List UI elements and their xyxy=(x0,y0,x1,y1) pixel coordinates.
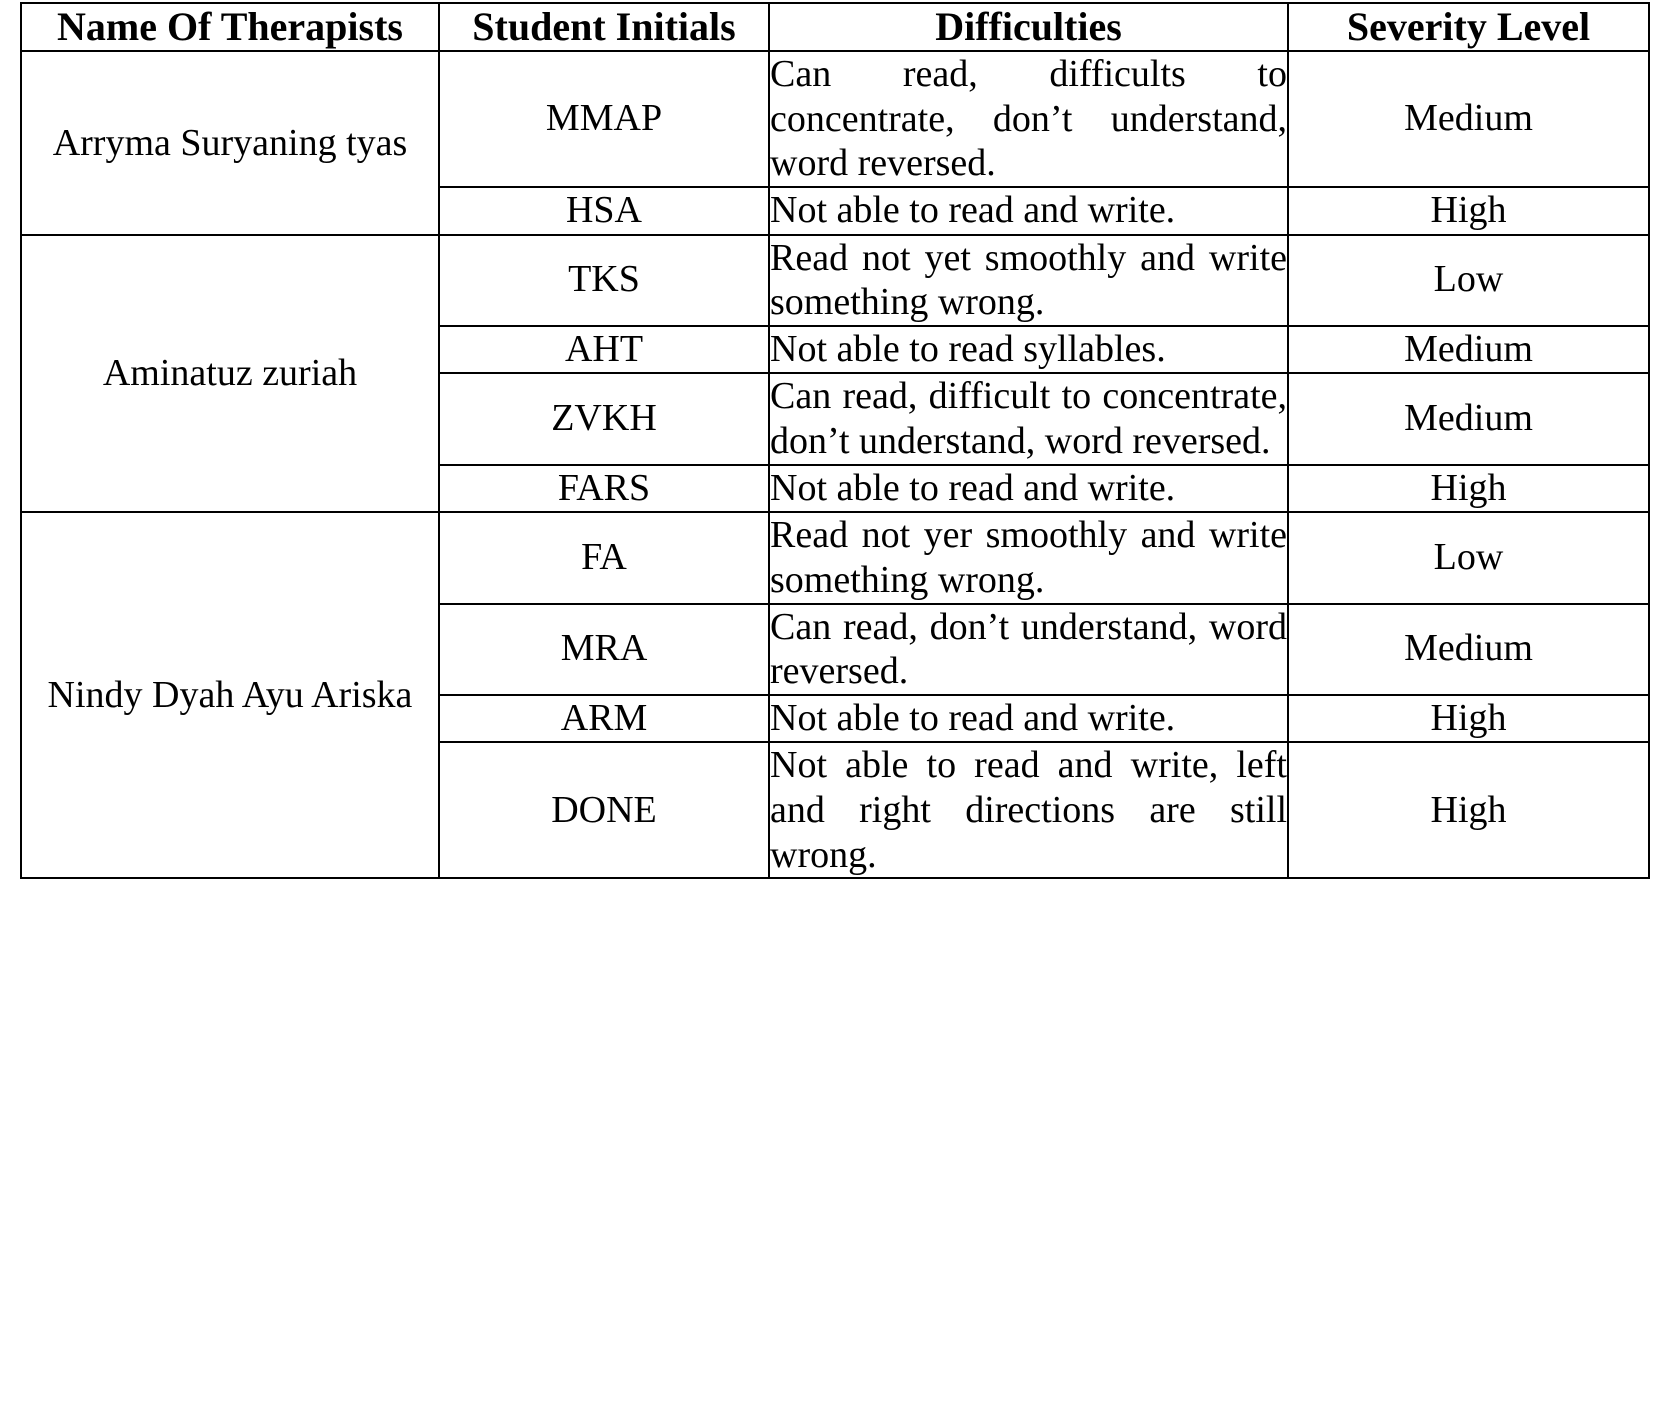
difficulties-text: Can read, difficults to concentrate, don’t understand, word reversed. xyxy=(770,53,1287,185)
difficulties-cell xyxy=(769,187,1288,235)
severity-level-cell: High xyxy=(1288,742,1649,878)
therapist-name-cell xyxy=(21,51,439,235)
student-initials-cell: MRA xyxy=(439,604,769,695)
student-initials-cell: ARM xyxy=(439,695,769,743)
severity-level-cell: Medium xyxy=(1288,326,1649,374)
table-row xyxy=(21,51,1649,187)
difficulties-cell xyxy=(769,326,1288,374)
difficulties-text: Can read, difficult to concentrate, don’t understand, word reversed. xyxy=(770,375,1287,463)
table-header-row xyxy=(21,3,1649,51)
difficulties-text: Not able to read and write. xyxy=(770,697,1176,740)
therapist-name: Nindy Dyah Ayu Ariska xyxy=(47,674,413,717)
student-initials-cell: FARS xyxy=(439,465,769,513)
student-initials-cell: FA xyxy=(439,512,769,603)
difficulties-cell xyxy=(769,373,1288,464)
severity-level-cell: Low xyxy=(1288,235,1649,326)
severity-level-cell: Low xyxy=(1288,512,1649,603)
table-row xyxy=(21,512,1649,603)
difficulties-cell xyxy=(769,742,1288,878)
therapist-name-cell xyxy=(21,512,439,878)
severity-level-cell: Medium xyxy=(1288,604,1649,695)
student-initials-cell: AHT xyxy=(439,326,769,374)
severity-level-cell: Medium xyxy=(1288,373,1649,464)
difficulties-cell xyxy=(769,512,1288,603)
difficulties-cell xyxy=(769,604,1288,695)
column-header-severity: Severity Level xyxy=(1288,3,1649,51)
student-initials-cell: TKS xyxy=(439,235,769,326)
severity-level-cell: High xyxy=(1288,465,1649,513)
difficulties-text: Not able to read and write. xyxy=(770,189,1176,232)
therapist-name-cell xyxy=(21,235,439,513)
table-header xyxy=(21,3,1649,51)
student-initials-cell: HSA xyxy=(439,187,769,235)
difficulties-cell xyxy=(769,235,1288,326)
difficulties-text: Not able to read syllables. xyxy=(770,328,1166,371)
student-initials-cell: DONE xyxy=(439,742,769,878)
table-body xyxy=(21,51,1649,878)
difficulties-text: Not able to read and write. xyxy=(770,467,1176,510)
difficulties-text: Can read, don’t understand, word reversed. xyxy=(770,605,1287,693)
therapist-name: Aminatuz zuriah xyxy=(102,352,358,395)
therapist-difficulties-table xyxy=(20,2,1650,879)
student-initials-cell: MMAP xyxy=(439,51,769,187)
difficulties-cell xyxy=(769,51,1288,187)
table-row xyxy=(21,235,1649,326)
severity-level-cell: High xyxy=(1288,187,1649,235)
difficulties-cell xyxy=(769,695,1288,743)
difficulties-cell xyxy=(769,465,1288,513)
severity-level-cell: Medium xyxy=(1288,51,1649,187)
difficulties-text: Read not yet smoothly and write something wrong. xyxy=(770,236,1287,324)
student-initials-cell: ZVKH xyxy=(439,373,769,464)
difficulties-text: Read not yer smoothly and write something wrong. xyxy=(770,514,1287,601)
therapist-name: Arryma Suryaning tyas xyxy=(52,121,408,164)
column-header-therapist: Name Of Therapists xyxy=(21,3,439,51)
severity-level-cell: High xyxy=(1288,695,1649,743)
column-header-difficulties: Difficulties xyxy=(769,3,1288,51)
column-header-initials: Student Initials xyxy=(439,3,769,51)
difficulties-text: Not able to read and write, left and right directions are still wrong. xyxy=(770,744,1287,876)
